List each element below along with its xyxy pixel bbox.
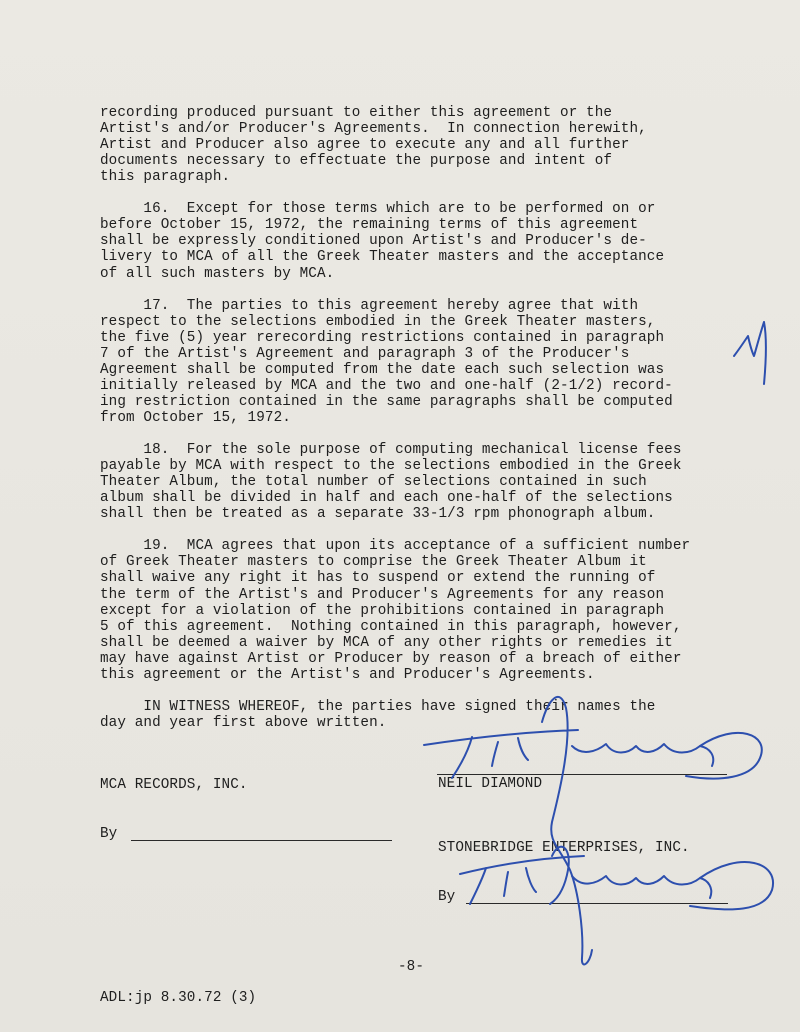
body-line: shall be deemed a waiver by MCA of any other rights or remedies it [100, 634, 673, 651]
company-by-label: By [438, 889, 456, 905]
body-line: the five (5) year rerecording restrictions contained in paragraph [100, 329, 665, 346]
body-line: Artist's and/or Producer's Agreements. In connection herewith, [100, 121, 647, 138]
mca-records-label: MCA RECORDS, INC. [100, 777, 248, 793]
body-line: payable by MCA with respect to the selections embodied in the Greek [100, 458, 682, 475]
body-line: Artist and Producer also agree to execute any and all further [100, 137, 630, 154]
body-line: documents necessary to effectuate the purpose and intent of [100, 153, 613, 170]
body-line: respect to the selections embodied in the Greek Theater masters, [100, 313, 656, 330]
margin-initials [734, 322, 766, 384]
artist-signature-line [437, 774, 727, 775]
body-line: livery to MCA of all the Greek Theater masters and the acceptance [100, 249, 665, 266]
body-line: this paragraph. [100, 169, 231, 186]
body-line: 7 of the Artist's Agreement and paragraph 3 of the Producer's [100, 345, 630, 362]
body-line: shall then be treated as a separate 33-1/3 rpm phonograph album. [100, 506, 656, 523]
document-reference: ADL:jp 8.30.72 (3) [100, 990, 257, 1006]
body-line: Agreement shall be computed from the date each such selection was [100, 361, 665, 378]
signature-loop-one [686, 733, 762, 779]
body-line: IN WITNESS WHEREOF, the parties have signed their names the [100, 698, 656, 715]
body-line: initially released by MCA and the two and one-half (2-1/2) record- [100, 377, 673, 394]
body-line: 18. For the sole purpose of computing mechanical license fees [100, 442, 682, 459]
body-line: of Greek Theater masters to comprise the Greek Theater Album it [100, 554, 647, 571]
mca-signature-line [131, 840, 392, 841]
body-line: from October 15, 1972. [100, 409, 291, 426]
company-name-label: STONEBRIDGE ENTERPRISES, INC. [438, 840, 690, 856]
body-line: shall be expressly conditioned upon Artist's and Producer's de- [100, 233, 647, 250]
body-line: 16. Except for those terms which are to be performed on or [100, 201, 656, 218]
body-line: of all such masters by MCA. [100, 265, 335, 282]
body-line: 5 of this agreement. Nothing contained in this paragraph, however, [100, 618, 682, 635]
body-line: 17. The parties to this agreement hereby agree that with [100, 297, 639, 314]
body-line: Theater Album, the total number of selections contained in such [100, 474, 647, 491]
body-line: before October 15, 1972, the remaining terms of this agreement [100, 217, 639, 234]
company-signature-line [466, 903, 728, 904]
mca-by-label: By [100, 826, 118, 842]
body-line: 19. MCA agrees that upon its acceptance of a sufficient number [100, 538, 691, 555]
body-line: the term of the Artist's and Producer's Agreements for any reason [100, 586, 665, 603]
body-line: recording produced pursuant to either this agreement or the [100, 105, 613, 121]
body-line: day and year first above written. [100, 714, 387, 731]
artist-name-label: NEIL DIAMOND [438, 776, 543, 792]
body-line: ing restriction contained in the same paragraphs shall be computed [100, 393, 673, 410]
page-number: -8- [398, 959, 425, 975]
body-line: album shall be divided in half and each one-half of the selections [100, 490, 673, 507]
body-line: shall waive any right it has to suspend or extend the running of [100, 570, 656, 587]
artist-signature [424, 697, 713, 965]
body-line: this agreement or the Artist's and Producer's Agreements. [100, 666, 595, 683]
body-line: except for a violation of the prohibitions contained in paragraph [100, 602, 665, 619]
body-line: may have against Artist or Producer by reason of a breach of either [100, 650, 682, 667]
